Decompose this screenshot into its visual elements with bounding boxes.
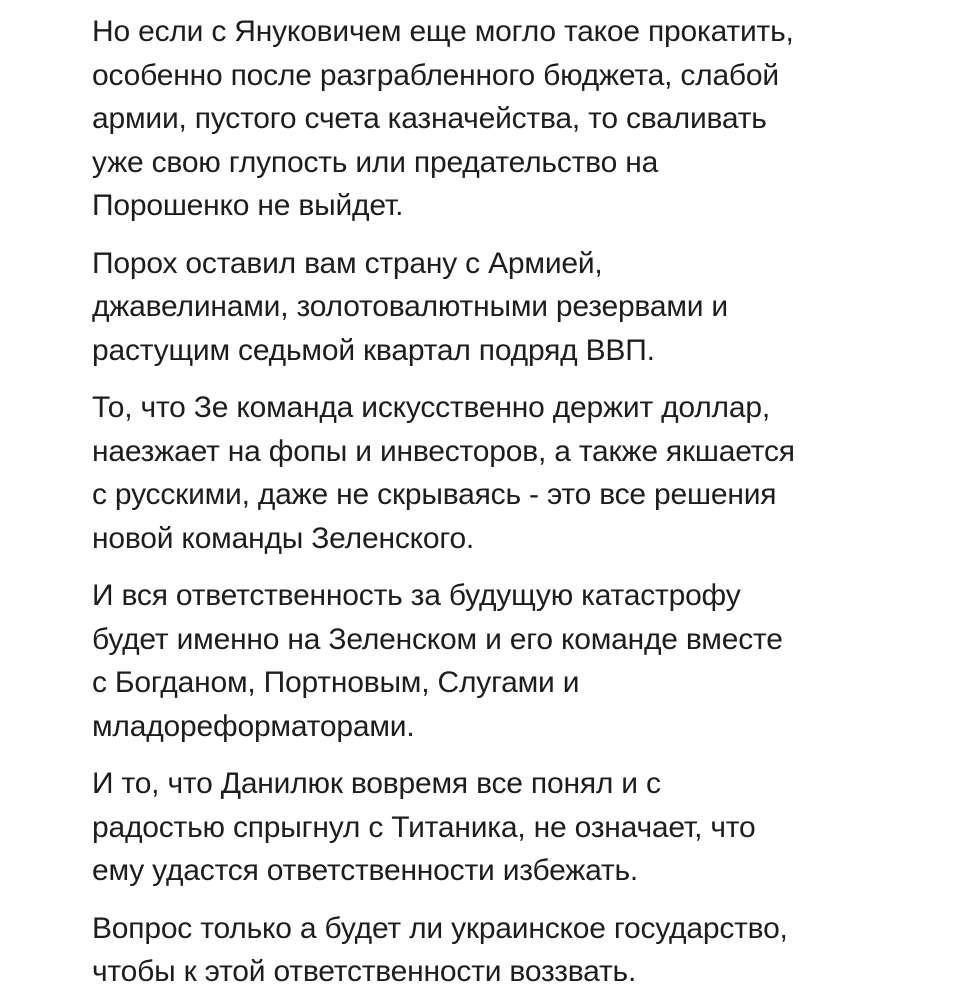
paragraph-5 [92,762,892,893]
paragraph-1 [92,10,892,228]
text-line: И то, что Данилюк вовремя все понял и с [92,767,661,800]
text-line: ему удастся ответственности избежать. [92,854,639,887]
text-line: И вся ответственность за будущую катастрофу [92,579,741,612]
text-line: Но если с Януковичем еще могло такое прокатить, [92,15,794,48]
text-line: с Богданом, Портновым, Слугами и [92,666,580,699]
text-line: То, что Зе команда искусственно держит доллар, [92,391,770,424]
text-line: уже свою глупость или предательство на [92,145,659,179]
text-line: чтобы к этой ответственности воззвать. [92,955,637,988]
text-line: армии, пустого счета казначейства, то сваливать [92,102,767,135]
text-line: младореформаторами. [92,709,415,743]
text-line: растущим седьмой квартал подряд ВВП. [92,333,655,367]
text-line: наезжает на фопы и инвесторов, а также якшается [92,434,795,468]
text-line: радостью спрыгнул с Титаника, не означает, что [92,810,756,844]
text-line: Порох оставил вам страну с Армией, [92,246,603,280]
text-line: джавелинами, золотовалютными резервами и [92,290,728,323]
text-line: с русскими, даже не скрываясь - это все решения [92,478,777,511]
paragraph-2 [92,242,892,373]
text-line: Вопрос только а будет ли украинское государство, [92,911,788,945]
paragraph-6 [92,907,892,994]
paragraph-3 [92,386,892,560]
text-line: Порошенко не выйдет. [92,189,404,222]
paragraph-4 [92,574,892,748]
text-line: будет именно на Зеленском и его команде вместе [92,622,783,656]
post-text [92,10,892,1008]
text-line: новой команды Зеленского. [92,521,475,555]
text-line: особенно после разграбленного бюджета, слабой [92,58,779,92]
